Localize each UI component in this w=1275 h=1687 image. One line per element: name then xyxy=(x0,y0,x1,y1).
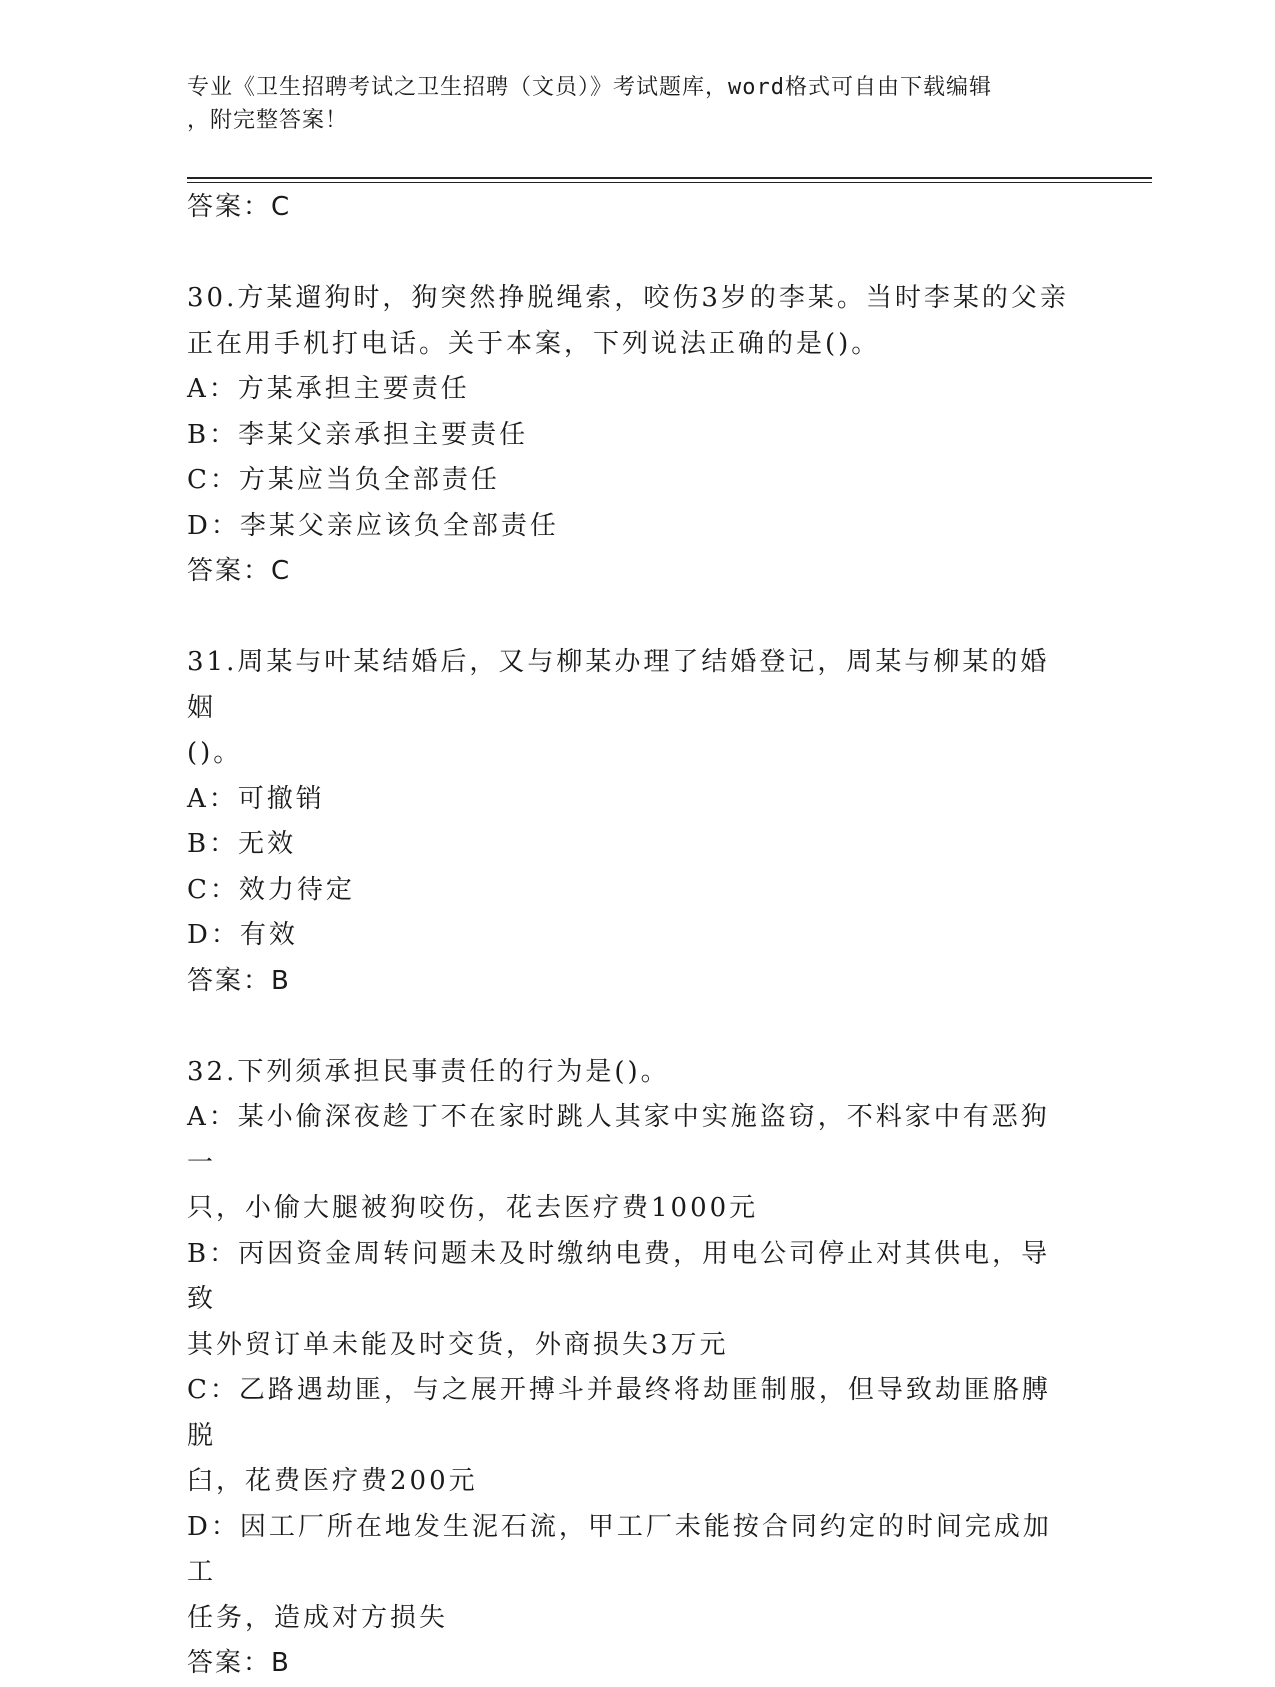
option-a: A：方某承担主要责任 xyxy=(187,374,470,404)
question-stem: 30.方某遛狗时，狗突然挣脱绳索，咬伤3岁的李某。当时李某的父亲 xyxy=(187,283,1069,313)
answer-line xyxy=(187,1641,1077,1687)
option-a: A：可撤销 xyxy=(187,783,325,814)
answer-label: 答案： xyxy=(187,192,272,222)
answer-value: B xyxy=(271,965,291,996)
spacer xyxy=(187,231,1077,277)
spacer xyxy=(187,595,1077,641)
answer-value: C xyxy=(271,556,292,586)
option-d: D：李某父亲应该负全部责任 xyxy=(187,510,559,541)
header-rule-thin xyxy=(187,182,1152,183)
question-block xyxy=(187,1050,1077,1687)
option-b: B：丙因资金周转问题未及时缴纳电费，用电公司停止对其供电，导致 xyxy=(187,1238,1051,1314)
question-block xyxy=(187,276,1077,595)
answer-line xyxy=(187,185,1077,231)
option-c: C：方某应当负全部责任 xyxy=(187,465,500,495)
answer-value: B xyxy=(271,1648,291,1678)
spacer xyxy=(187,1004,1077,1050)
option-b: B：李某父亲承担主要责任 xyxy=(187,419,529,450)
question-stem: 31.周某与叶某结婚后，又与柳某办理了结婚登记，周某与柳某的婚姻 xyxy=(187,647,1050,723)
header-line-1: 专业《卫生招聘考试之卫生招聘（文员）》考试题库，word格式可自由下载编辑 xyxy=(187,75,992,100)
option-a: A：某小偷深夜趁丁不在家时跳人其家中实施盗窃，不料家中有恶狗一 xyxy=(187,1102,1050,1178)
question-stem-continued: 正在用手机打电话。关于本案，下列说法正确的是()。 xyxy=(187,328,881,359)
option-d-continued: 任务，造成对方损失 xyxy=(187,1602,449,1633)
answer-label: 答案： xyxy=(187,556,272,586)
answer-line xyxy=(187,549,1077,595)
question-stem: 32.下列须承担民事责任的行为是()。 xyxy=(187,1056,670,1087)
answer-label: 答案： xyxy=(187,1648,272,1678)
option-c: C：效力待定 xyxy=(187,874,355,905)
option-c: C：乙路遇劫匪，与之展开搏斗并最终将劫匪制服，但导致劫匪胳膊脱 xyxy=(187,1375,1051,1451)
header-rule-thick xyxy=(187,177,1152,179)
question-list xyxy=(187,185,1077,1687)
question-stem-continued: ()。 xyxy=(187,738,243,768)
option-c-continued: 臼，花费医疗费200元 xyxy=(187,1466,478,1496)
answer-line xyxy=(187,959,1077,1005)
answer-value: C xyxy=(271,192,292,222)
option-a-continued: 只，小偷大腿被狗咬伤，花去医疗费1000元 xyxy=(187,1193,759,1223)
option-b: B：无效 xyxy=(187,829,297,859)
answer-label: 答案： xyxy=(187,965,272,996)
option-b-continued: 其外贸订单未能及时交货，外商损失3万元 xyxy=(187,1329,729,1360)
option-d: D：有效 xyxy=(187,920,298,950)
page-header xyxy=(187,71,1067,137)
question-block xyxy=(187,640,1077,1004)
option-d: D：因工厂所在地发生泥石流，甲工厂未能按合同约定的时间完成加工 xyxy=(187,1511,1052,1587)
header-line-2: ，附完整答案！ xyxy=(187,108,349,133)
